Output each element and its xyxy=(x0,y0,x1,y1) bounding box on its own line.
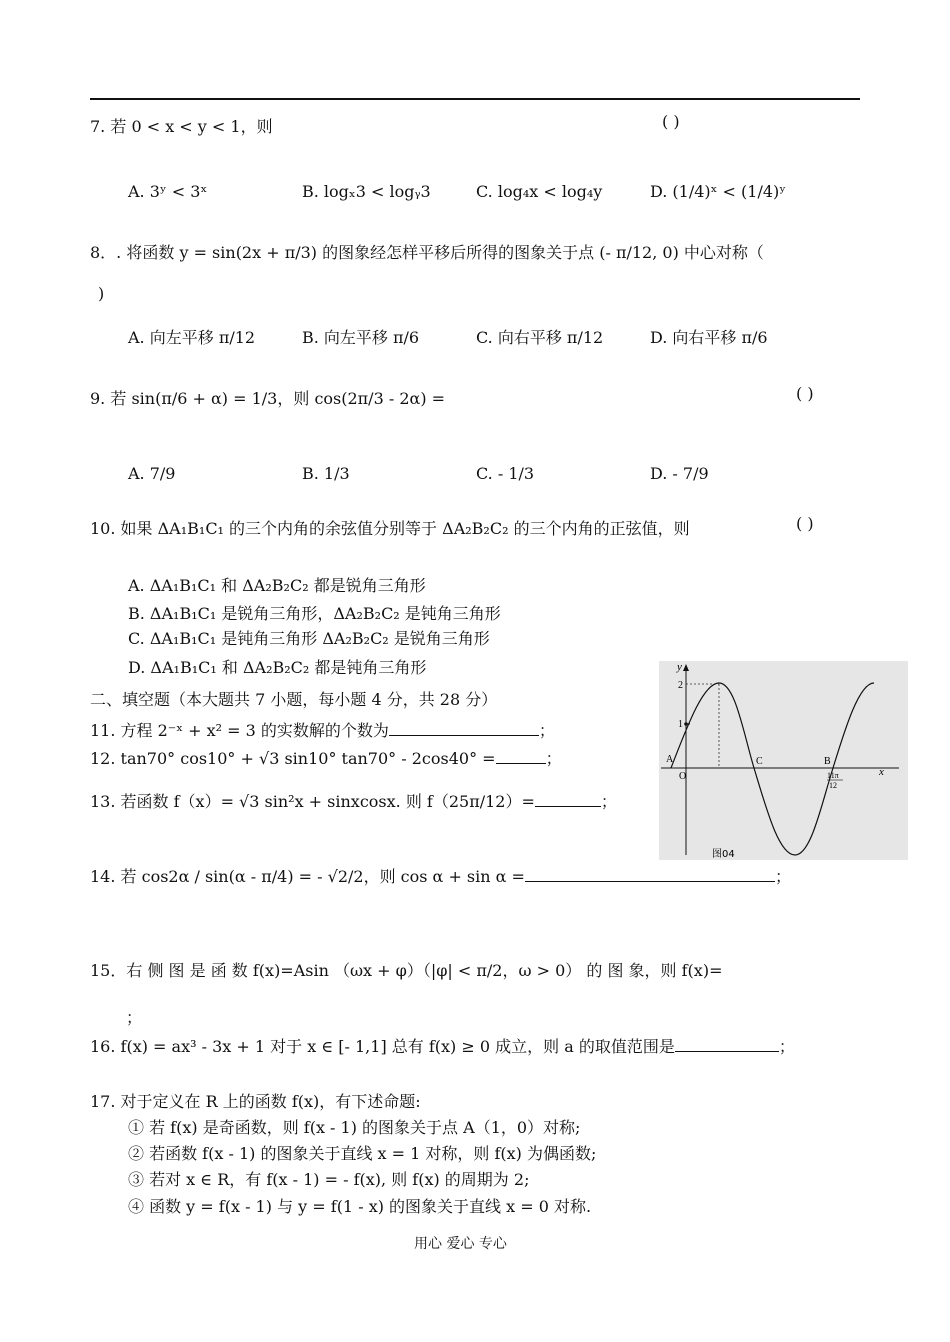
q10-option-d: D. ΔA₁B₁C₁ 和 ΔA₂B₂C₂ 都是钝角三角形 xyxy=(128,658,427,677)
q17-item-4: ④ 函数 y = f(x - 1) 与 y = f(1 - x) 的图象关于直线 x = 0 对称. xyxy=(128,1197,592,1216)
q14-stem: 14. 若 cos2α / sin(α - π/4) = - √2/2，则 cos α + sin α = xyxy=(90,867,525,886)
q12-text xyxy=(90,746,562,769)
q8-option-c: C. 向右平移 π/12 xyxy=(476,328,604,347)
q7-stem: 7. 若 0 < x < y < 1，则 xyxy=(90,117,273,136)
q14-text xyxy=(90,864,791,887)
q12-answer-blank[interactable] xyxy=(496,763,546,764)
q17-item-3: ③ 若对 x ∈ R，有 f(x - 1) = - f(x), 则 f(x) 的周期为 2; xyxy=(128,1170,530,1189)
q7-option-c: C. log₄x < log₄y xyxy=(476,182,603,201)
y-tick-2: 2 xyxy=(678,680,683,691)
figure-caption: 图04 xyxy=(712,849,735,860)
q7-option-b: B. logₓ3 < logᵧ3 xyxy=(302,182,431,201)
q11-end: ； xyxy=(538,721,555,740)
x-tick-12: 12 xyxy=(829,781,837,790)
point-c-label: C xyxy=(756,756,763,767)
q10-option-c: C. ΔA₁B₁C₁ 是钝角三角形 ΔA₂B₂C₂ 是锐角三角形 xyxy=(128,629,490,648)
q16-stem: 16. f(x) = ax³ - 3x + 1 对于 x ∈ [- 1,1] 总有 f(x) ≥ 0 成立，则 a 的取值范围是 xyxy=(90,1037,675,1056)
q16-end: ； xyxy=(778,1037,795,1056)
q9-option-a: A. 7/9 xyxy=(128,464,176,483)
q13-answer-blank[interactable] xyxy=(535,806,601,807)
q10-option-b: B. ΔA₁B₁C₁ 是锐角三角形，ΔA₂B₂C₂ 是钝角三角形 xyxy=(128,604,501,623)
q12-end: ； xyxy=(545,749,562,768)
q8-option-a: A. 向左平移 π/12 xyxy=(128,328,256,347)
x-axis-label: x xyxy=(879,766,884,778)
q9-stem: 9. 若 sin(π/6 + α) = 1/3，则 cos(2π/3 - 2α) = xyxy=(90,389,446,408)
sine-curve xyxy=(671,683,874,855)
q10-answer-paren: ( ) xyxy=(796,514,814,533)
q8-stem-continued: ) xyxy=(98,284,105,303)
origin-label: O xyxy=(679,771,687,782)
q7-option-a: A. 3ʸ < 3ˣ xyxy=(128,182,208,201)
q8-option-b: B. 向左平移 π/6 xyxy=(302,328,420,347)
q8-stem: 8．. 将函数 y = sin(2x + π/3) 的图象经怎样平移后所得的图象关于点 (- π/12, 0) 中心对称（ xyxy=(90,243,764,262)
section-fill-in-heading: 二、填空题（本大题共 7 小题，每小题 4 分，共 28 分） xyxy=(90,690,498,709)
y-tick-1: 1 xyxy=(678,719,683,730)
point-a-label: A xyxy=(666,754,674,765)
y-axis-label: y xyxy=(677,661,682,673)
q17-item-1: ① 若 f(x) 是奇函数，则 f(x - 1) 的图象关于点 A（1，0）对称; xyxy=(128,1118,581,1137)
q15-stem: 15．右 侧 图 是 函 数 f(x)=Asin （ωx + φ）（|φ| < π/2，ω > 0） 的 图 象，则 f(x)= xyxy=(90,961,723,980)
q10-stem: 10. 如果 ΔA₁B₁C₁ 的三个内角的余弦值分别等于 ΔA₂B₂C₂ 的三个内角的正弦值，则 xyxy=(90,519,690,538)
function-graph-figure xyxy=(659,661,908,860)
q9-answer-paren: ( ) xyxy=(796,384,814,403)
y-axis-arrow xyxy=(683,664,689,671)
q13-stem: 13. 若函数 f（x）= √3 sin²x + sinxcosx. 则 f（25π/12）= xyxy=(90,792,535,811)
q14-end: ； xyxy=(774,867,791,886)
q11-answer-blank[interactable] xyxy=(389,735,539,736)
q17-stem: 17. 对于定义在 R 上的函数 f(x)，有下述命题: xyxy=(90,1092,421,1111)
q15-stem-continued: ； xyxy=(126,1008,143,1027)
q11-stem: 11. 方程 2⁻ˣ + x² = 3 的实数解的个数为 xyxy=(90,721,389,740)
sine-graph xyxy=(659,661,908,860)
point-b-label: B xyxy=(824,756,831,767)
q9-option-d: D. - 7/9 xyxy=(650,464,709,483)
q16-text xyxy=(90,1034,795,1057)
q8-option-d: D. 向右平移 π/6 xyxy=(650,328,768,347)
x-tick-11pi: 11π xyxy=(827,771,839,780)
q16-answer-blank[interactable] xyxy=(675,1051,779,1052)
q11-text xyxy=(90,718,555,741)
q13-end: ； xyxy=(600,792,617,811)
q14-answer-blank[interactable] xyxy=(525,881,775,882)
q7-option-d: D. (1/4)ˣ < (1/4)ʸ xyxy=(650,182,787,201)
q17-item-2: ② 若函数 f(x - 1) 的图象关于直线 x = 1 对称，则 f(x) 为偶函数; xyxy=(128,1144,597,1163)
y-intercept-point xyxy=(684,722,688,726)
q12-stem: 12. tan70° cos10° + √3 sin10° tan70° - 2cos40° = xyxy=(90,749,496,768)
header-rule xyxy=(90,98,860,100)
q9-option-c: C. - 1/3 xyxy=(476,464,535,483)
q7-answer-paren: ( ) xyxy=(662,112,680,131)
q10-option-a: A. ΔA₁B₁C₁ 和 ΔA₂B₂C₂ 都是锐角三角形 xyxy=(128,576,426,595)
q9-option-b: B. 1/3 xyxy=(302,464,350,483)
footer-motto: 用心 爱心 专心 xyxy=(414,1236,507,1252)
q13-text xyxy=(90,789,617,812)
